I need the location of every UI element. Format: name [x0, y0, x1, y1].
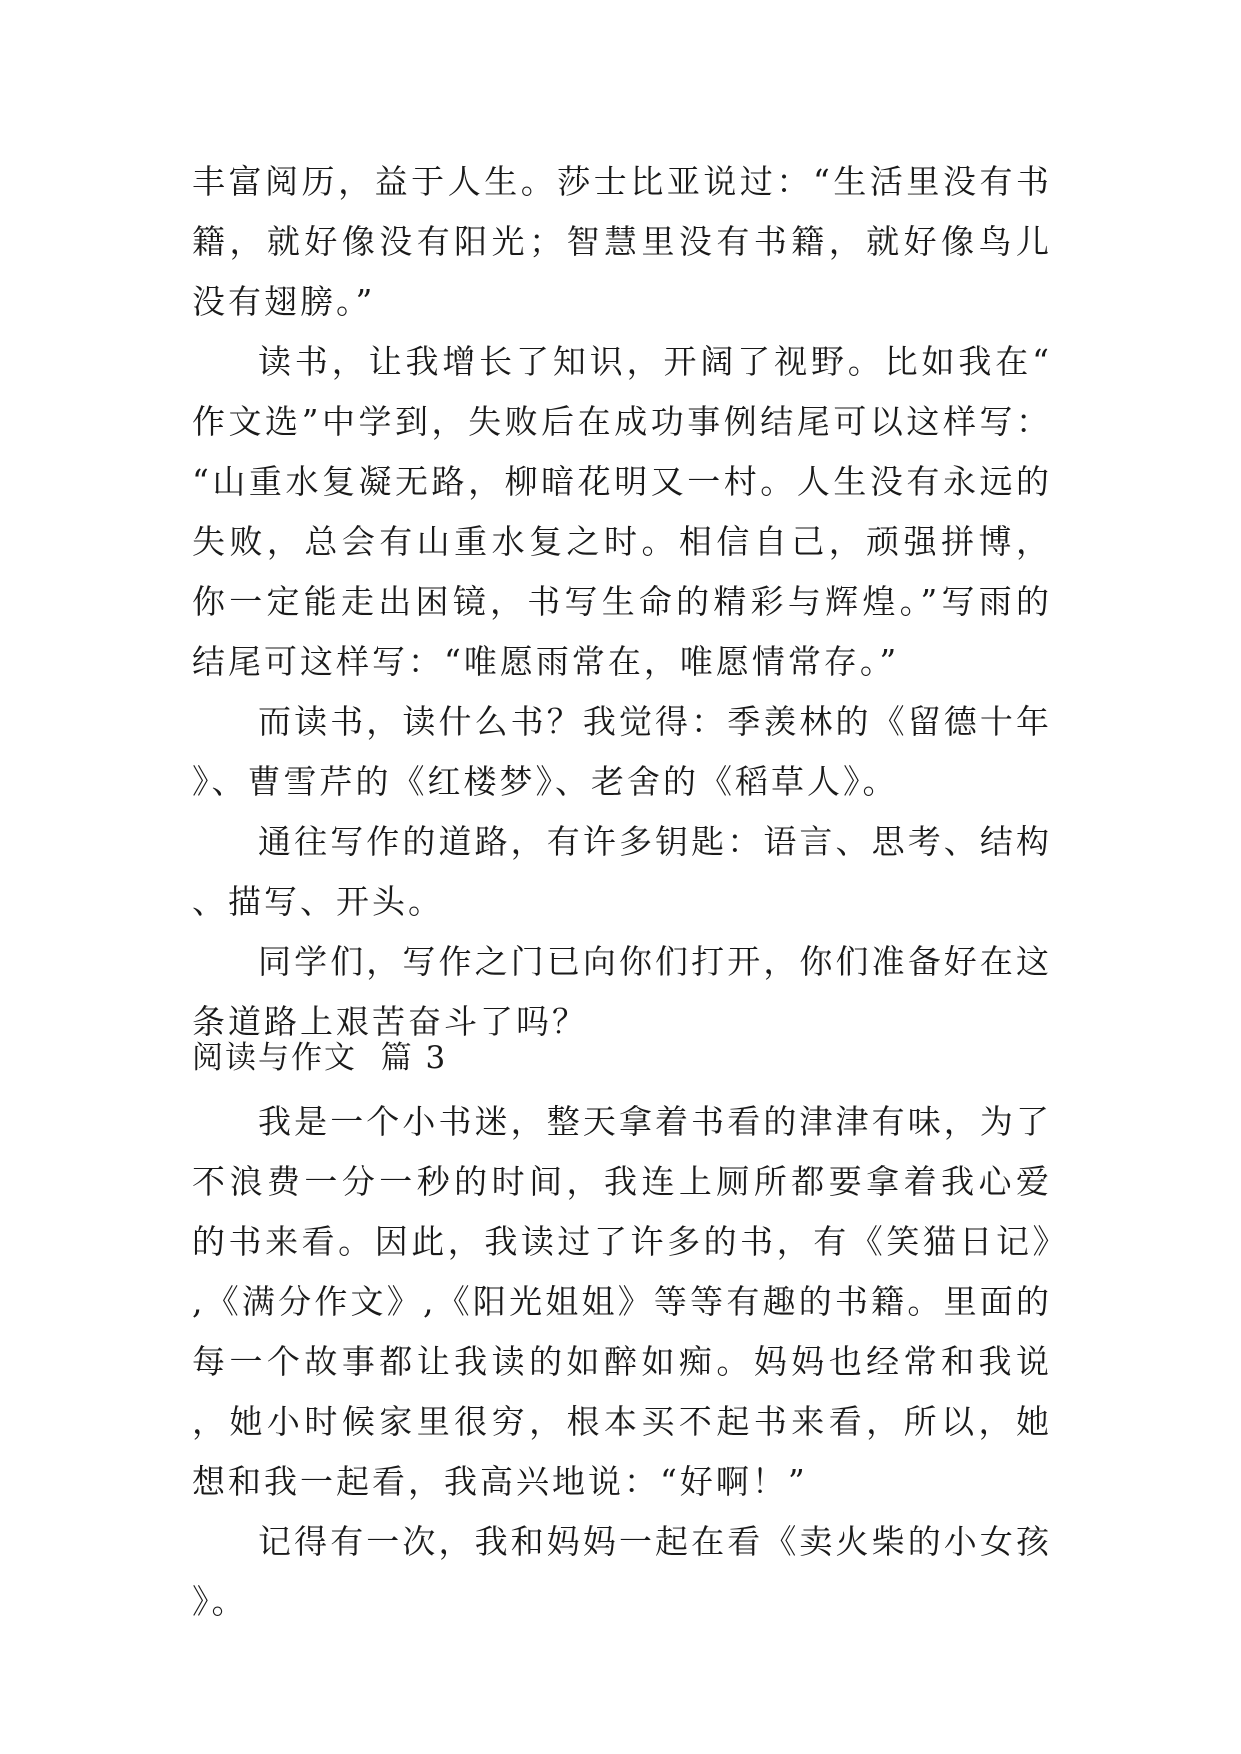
paragraph-5: 同学们，写作之门已向你们打开，你们准备好在这条道路上艰苦奋斗了吗？: [192, 942, 1052, 1041]
paragraph-2: 读书，让我增长了知识，开阔了视野。比如我在“作文选”中学到，失败后在成功事例结尾可以这样写：“山重水复凝无路，柳暗花明又一村。人生没有永远的失败，总会有山重水复之时。相信自己，顽强拼博，你一定能走出困镜，书写生命的精彩与辉煌。”写雨的结尾可这样写：“唯愿雨常在，唯愿情常存。”: [192, 342, 1052, 681]
paragraph-6: 我是一个小书迷，整天拿着书看的津津有味，为了不浪费一分一秒的时间，我连上厕所都要拿着我心爱的书来看。因此，我读过了许多的书，有《笑猫日记》,《满分作文》,《阳光姐姐》等等有趣的书籍。里面的每一个故事都让我读的如醉如痴。妈妈也经常和我说，她小时候家里很穷，根本买不起书来看，所以，她想和我一起看，我高兴地说：“好啊！”: [192, 1102, 1052, 1501]
paragraph-7: 记得有一次，我和妈妈一起在看《卖火柴的小女孩》。: [192, 1522, 1052, 1621]
section-heading: 阅读与作文 篇 3: [192, 1040, 448, 1076]
paragraph-1: 丰富阅历，益于人生。莎士比亚说过：“生活里没有书籍，就好像没有阳光；智慧里没有书籍，就好像鸟儿没有翅膀。”: [192, 162, 1052, 321]
section-one: [192, 152, 1052, 1052]
paragraph-4: 通往写作的道路，有许多钥匙：语言、思考、结构、描写、开头。: [192, 822, 1052, 921]
paragraph-3: 而读书，读什么书？我觉得：季羡林的《留德十年》、曹雪芹的《红楼梦》、老舍的《稻草人》。: [192, 702, 1052, 801]
section-two: [192, 1092, 1052, 1632]
